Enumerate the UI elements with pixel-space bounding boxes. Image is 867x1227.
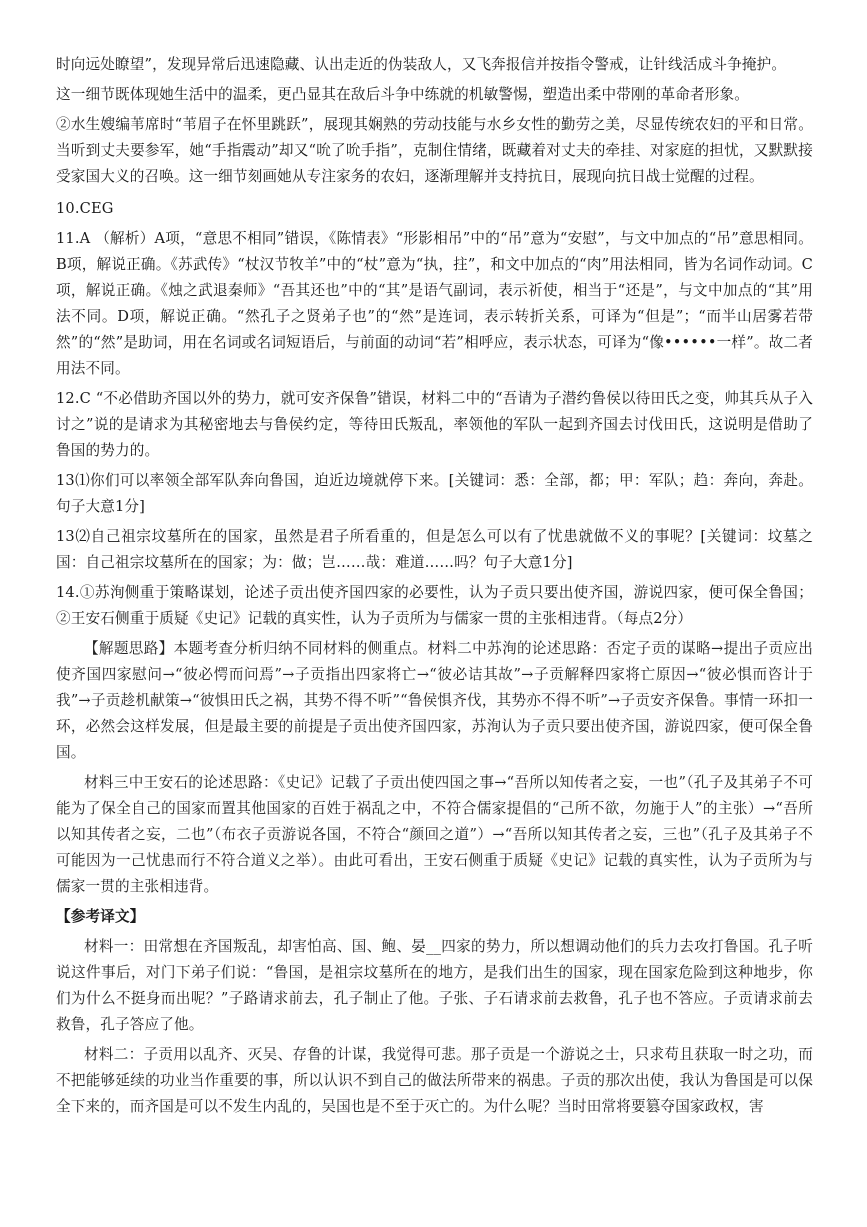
translation-heading: 【参考译文】 bbox=[56, 908, 145, 925]
answer-q14: 14.①苏洵侧重于策略谋划，论述子贡出使齐国四家的必要性，认为子贡只要出使齐国，游说四家，便可保全鲁国；②王安石侧重于质疑《史记》记载的真实性，认为子贡所为与儒家一贯的主张相违背。（每点2分） bbox=[56, 584, 813, 627]
answer-q10: 10.CEG bbox=[56, 200, 114, 217]
section9-point2: ②水生嫂编苇席时“苇眉子在怀里跳跃”，展现其娴熟的劳动技能与水乡女性的勤劳之美，尽显传统农妇的平和日常。当听到丈夫要参军，她“手指震动”却又“吮了吮手指”，克制住情绪，既藏着对丈夫的牵挂、对家庭的担忧，又默默接受家国大义的召唤。这一细节刻画她从专注家务的农妇，逐渐理解并支持抗日，展现向抗日战士觉醒的过程。 bbox=[56, 116, 813, 185]
translation-material-1: 材料一：田常想在齐国叛乱，却害怕高、国、鲍、晏__四家的势力，所以想调动他们的兵力去攻打鲁国。孔子听说这件事后，对门下弟子们说：“鲁国，是祖宗坟墓所在的地方，是我们出生的国家，现在国家危险到这种地步，你们为什么不挺身而出呢？”子路请求前去，孔子制止了他。子张、子石请求前去救鲁，孔子也不答应。子贡请求前去救鲁，孔子答应了他。 bbox=[56, 938, 813, 1033]
answer-q11: 11.A （解析）A项，“意思不相同”错误，《陈情表》“形影相吊”中的“吊”意为“安慰”，与文中加点的“吊”意思相同。B项，解说正确。《苏武传》“杖汉节牧羊”中的“杖”意为“执，拄”，和文中加点的“肉”用法相同，皆为名词作动词。C项，解说正确。《烛之武退秦师》“吾其还也”中的“其”是语气副词，表示祈使，相当于“还是”，与文中加点的“其”用法不同。D项，解说正确。“然孔子之贤弟子也”的“然”是连词，表示转折关系，可译为“但是”；“而半山居雾若带然”的“然”是助词，用在名词或名词短语后，与前面的动词“若”相呼应，表示状态，可译为“像••••••一样”。故二者用法不同。 bbox=[56, 230, 813, 377]
section9-line1: 时向远处瞭望”，发现异常后迅速隐藏、认出走近的伪装敌人，又飞奔报信并按指令警戒，让针线活成斗争掩护。 bbox=[56, 56, 787, 73]
translation-material-2: 材料二：子贡用以乱齐、灭吴、存鲁的计谋，我觉得可悲。那子贡是一个游说之士，只求苟且获取一时之功，而不把能够延续的功业当作重要的事，所以认识不到自己的做法所带来的祸患。子贡的那次出使，我认为鲁国是可以保全下来的，而齐国是可以不发生内乱的，吴国也是不至于灭亡的。为什么呢？当时田常将要篡夺国家政权，害 bbox=[56, 1046, 813, 1115]
answer-q13-1: 13⑴你们可以率领全部军队奔向鲁国，迫近边境就停下来。[关键词：悉：全部，都；甲：军队；趋：奔向，奔赴。句子大意1分] bbox=[56, 472, 813, 515]
section9-line2: 这一细节既体现她生活中的温柔，更凸显其在敌后斗争中练就的机敏警惕，塑造出柔中带刚的革命者形象。 bbox=[56, 86, 749, 103]
analysis-paragraph-2: 材料三中王安石的论述思路：《史记》记载了子贡出使四国之事→“吾所以知传者之妄，一也”（孔子及其弟子不可能为了保全自己的国家而置其他国家的百姓于祸乱之中，不符合儒家提倡的“己所不欲，勿施于人”的主张）→“吾所以知其传者之妄，二也”（布衣子贡游说各国，不符合“颜回之道”）→“吾所以知其传者之妄，三也”（孔子及其弟子不可能因为一己忧患而行不符合道义之举）。由此可看出，王安石侧重于质疑《史记》记载的真实性，认为子贡所为与儒家一贯的主张相违背。 bbox=[56, 774, 813, 895]
answer-q12: 12.C “不必借助齐国以外的势力，就可安齐保鲁”错误，材料二中的“吾请为子潜约鲁侯以待田氏之变，帅其兵从子入讨之”说的是请求为其秘密地去与鲁侯约定，等待田氏叛乱，率领他的军队一起到齐国去讨伐田氏，这说明是借助了鲁国的势力的。 bbox=[56, 390, 813, 459]
answer-q13-2: 13⑵自己祖宗坟墓所在的国家，虽然是君子所看重的，但是怎么可以有了忧患就做不义的事呢？[关键词：坟墓之国：自己祖宗坟墓所在的国家；为：做；岂……哉：难道……吗？句子大意1分] bbox=[56, 528, 813, 571]
analysis-paragraph-1: 【解题思路】本题考查分析归纳不同材料的侧重点。材料二中苏洵的论述思路：否定子贡的谋略→提出子贡应出使齐国四家慰问→“彼必愕而问焉”→子贡指出四家将亡→“彼必诘其故”→子贡解释四家将亡原因→“彼必惧而咨计于我”→子贡趁机献策→“彼惧田氏之祸，其势不得不听”“鲁侯惧齐伐，其势亦不得不听”→子贡安齐保鲁。事情一环扣一环，必然会这样发展，但是最主要的前提是子贡出使齐国四家，苏洵认为子贡只要出使齐国，游说四家，便可保全鲁国。 bbox=[56, 640, 813, 761]
